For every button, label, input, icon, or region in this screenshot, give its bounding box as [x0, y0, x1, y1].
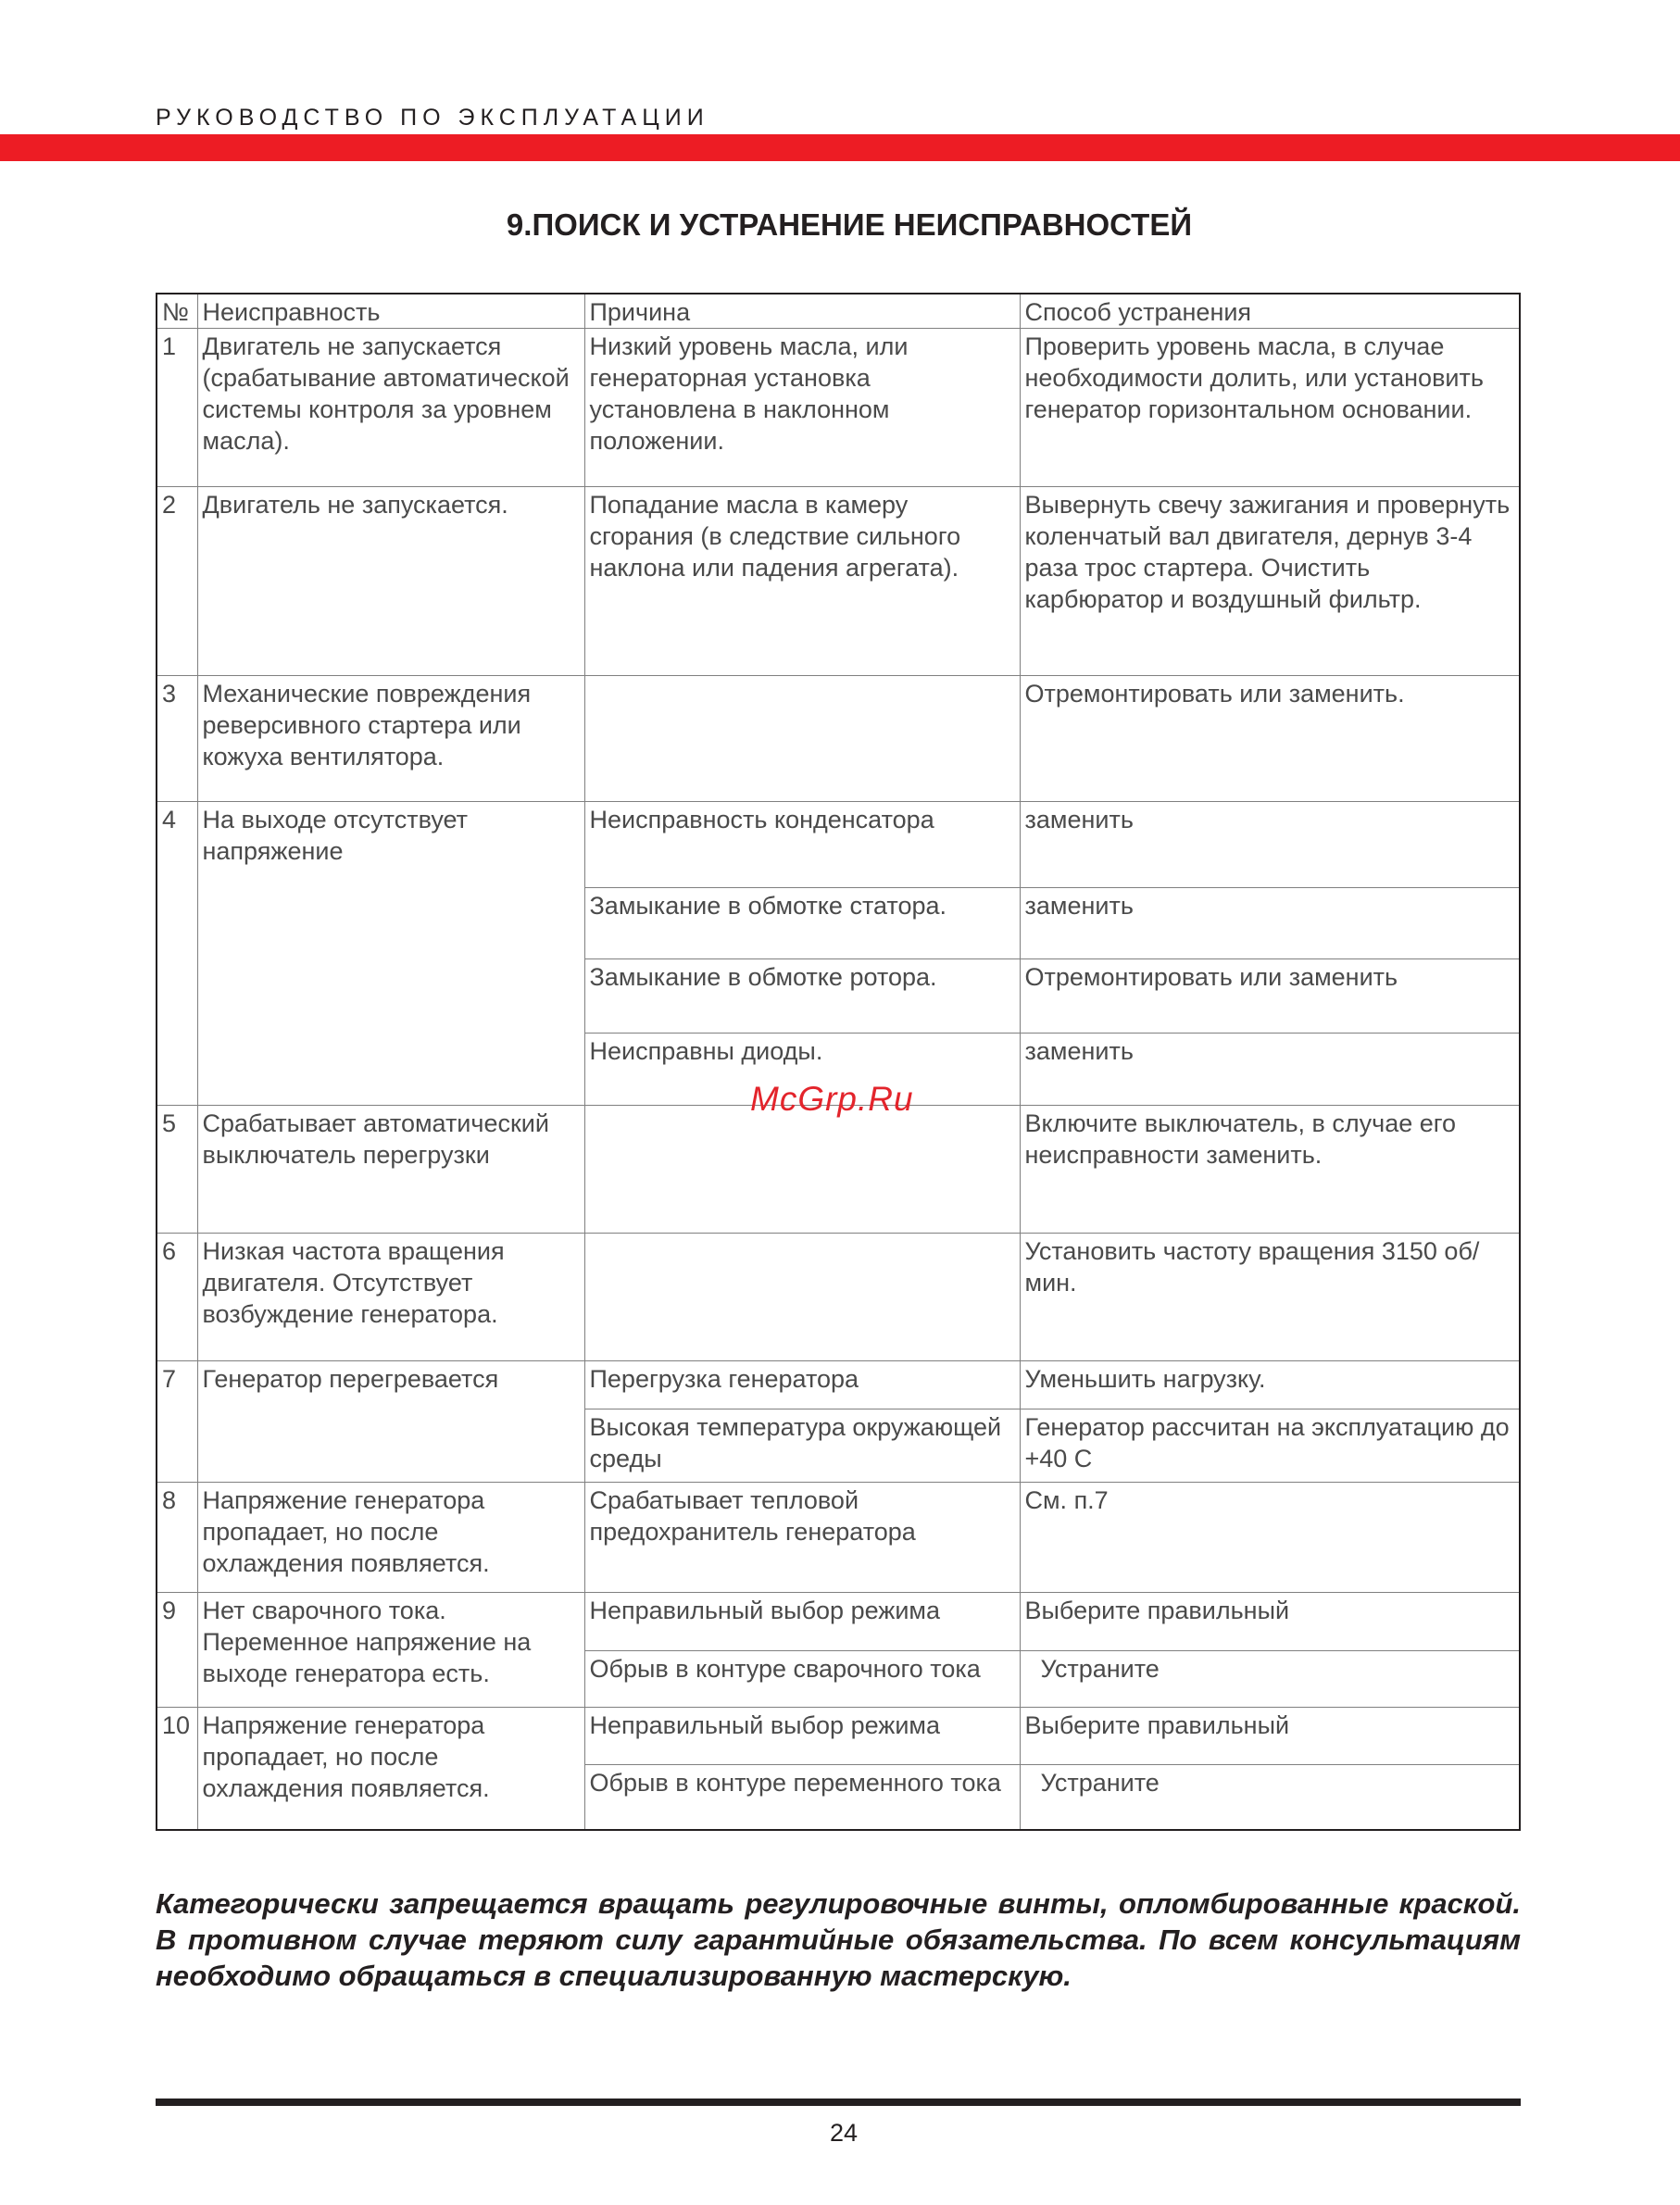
troubleshooting-table: [156, 293, 1521, 1831]
cause-cell: Неисправны диоды.: [584, 1034, 1020, 1106]
cause-cell: [584, 676, 1020, 802]
fix-cell: Отремонтировать или заменить.: [1020, 676, 1520, 802]
page-number: [0, 2119, 1680, 2148]
fix-cell: Отремонтировать или заменить: [1020, 959, 1520, 1034]
fix-cell: Устраните: [1020, 1765, 1520, 1830]
row-number: 4: [157, 802, 197, 1106]
cause-cell: Обрыв в контуре сварочного тока: [584, 1651, 1020, 1708]
fault-cell: Напряжение генератора пропадает, но после охлаждения появляется.: [197, 1483, 584, 1593]
fix-cell: заменить: [1020, 888, 1520, 959]
watermark-logo: McGrp.Ru: [750, 1080, 914, 1118]
table-row: [157, 329, 1520, 487]
table-row: [157, 1483, 1520, 1593]
cause-cell: Перегрузка генератора: [584, 1361, 1020, 1409]
fault-cell: Механические повреждения реверсивного стартера или кожуха вентилятора.: [197, 676, 584, 802]
fix-cell: Выберите правильный: [1020, 1593, 1520, 1651]
fix-cell: Включите выключатель, в случае его неисправности заменить.: [1020, 1106, 1520, 1234]
fix-cell: заменить: [1020, 802, 1520, 888]
cause-cell: Высокая температура окружающей среды: [584, 1409, 1020, 1483]
cause-cell: Обрыв в контуре переменного тока: [584, 1765, 1020, 1830]
cause-cell: [584, 1234, 1020, 1361]
page-title: [0, 207, 1680, 243]
table-row: [157, 1106, 1520, 1234]
fix-cell: Выберите правильный: [1020, 1708, 1520, 1765]
table-row: [157, 487, 1520, 676]
col-header-fault: Неисправность: [197, 294, 584, 329]
fault-cell: Напряжение генератора пропадает, но после охлаждения появляется.: [197, 1708, 584, 1830]
fix-cell: заменить: [1020, 1034, 1520, 1106]
cause-cell: Попадание масла в камеру сгорания (в следствие сильного наклона или падения агрегата).: [584, 487, 1020, 676]
row-number: 7: [157, 1361, 197, 1483]
fault-cell: Генератор перегревается: [197, 1361, 584, 1483]
page-title-text: 9.ПОИСК И УСТРАНЕНИЕ НЕИСПРАВНОСТЕЙ: [506, 207, 1193, 242]
row-number: 10: [157, 1708, 197, 1830]
page-number-text: 24: [829, 2119, 859, 2147]
row-number: 8: [157, 1483, 197, 1593]
table-row: [157, 802, 1520, 888]
row-number: 1: [157, 329, 197, 487]
header-accent-bar: [0, 134, 1680, 161]
row-number: 6: [157, 1234, 197, 1361]
cause-cell: Неправильный выбор режима: [584, 1708, 1020, 1765]
table-row: [157, 1234, 1520, 1361]
fix-cell: См. п.7: [1020, 1483, 1520, 1593]
fix-cell: Устраните: [1020, 1651, 1520, 1708]
table-row: [157, 1361, 1520, 1409]
col-header-fix: Способ устранения: [1020, 294, 1520, 329]
fix-cell: Генератор рассчитан на эксплуатацию до +40 С: [1020, 1409, 1520, 1483]
table-row: [157, 676, 1520, 802]
cause-cell: Неисправность конденсатора: [584, 802, 1020, 888]
fault-cell: Двигатель не запускается.: [197, 487, 584, 676]
row-number: 9: [157, 1593, 197, 1708]
table-row: [157, 1593, 1520, 1651]
cause-cell: Неправильный выбор режима: [584, 1593, 1020, 1651]
table-row: [157, 1708, 1520, 1765]
fix-cell: Установить частоту вращения 3150 об/мин.: [1020, 1234, 1520, 1361]
fix-cell: Проверить уровень масла, в случае необходимости долить, или установить генератор горизонтальном основании.: [1020, 329, 1520, 487]
row-number: 2: [157, 487, 197, 676]
row-number: 5: [157, 1106, 197, 1234]
fault-cell: Нет сварочного тока. Переменное напряжение на выходе генератора есть.: [197, 1593, 584, 1708]
cause-cell: Замыкание в обмотке ротора.: [584, 959, 1020, 1034]
footer-rule: [156, 2099, 1521, 2106]
col-header-cause: Причина: [584, 294, 1020, 329]
warning-note: Категорически запрещается вращать регулировочные винты, опломбированные краской. В противном случае теряют силу гарантийные обязательства. По всем консультациям необходимо обращаться в специализированную мастерскую.: [156, 1887, 1521, 1992]
cause-cell: Низкий уровень масла, или генераторная установка установлена в наклонном положении.: [584, 329, 1020, 487]
col-header-number: №: [157, 294, 197, 329]
table-header-row: [157, 294, 1520, 329]
running-header: РУКОВОДСТВО ПО ЭКСПЛУАТАЦИИ: [156, 105, 709, 131]
fault-cell: На выходе отсутствует напряжение: [197, 802, 584, 1106]
fault-cell: Низкая частота вращения двигателя. Отсутствует возбуждение генератора.: [197, 1234, 584, 1361]
cause-cell: Замыкание в обмотке статора.: [584, 888, 1020, 959]
fix-cell: Вывернуть свечу зажигания и провернуть коленчатый вал двигателя, дернув 3-4 раза трос стартера. Очистить карбюратор и воздушный фильтр.: [1020, 487, 1520, 676]
cause-cell: Срабатывает тепловой предохранитель генератора: [584, 1483, 1020, 1593]
fault-cell: Двигатель не запускается (срабатывание автоматической системы контроля за уровнем масла).: [197, 329, 584, 487]
fix-cell: Уменьшить нагрузку.: [1020, 1361, 1520, 1409]
row-number: 3: [157, 676, 197, 802]
cause-cell: [584, 1106, 1020, 1234]
fault-cell: Срабатывает автоматический выключатель перегрузки: [197, 1106, 584, 1234]
